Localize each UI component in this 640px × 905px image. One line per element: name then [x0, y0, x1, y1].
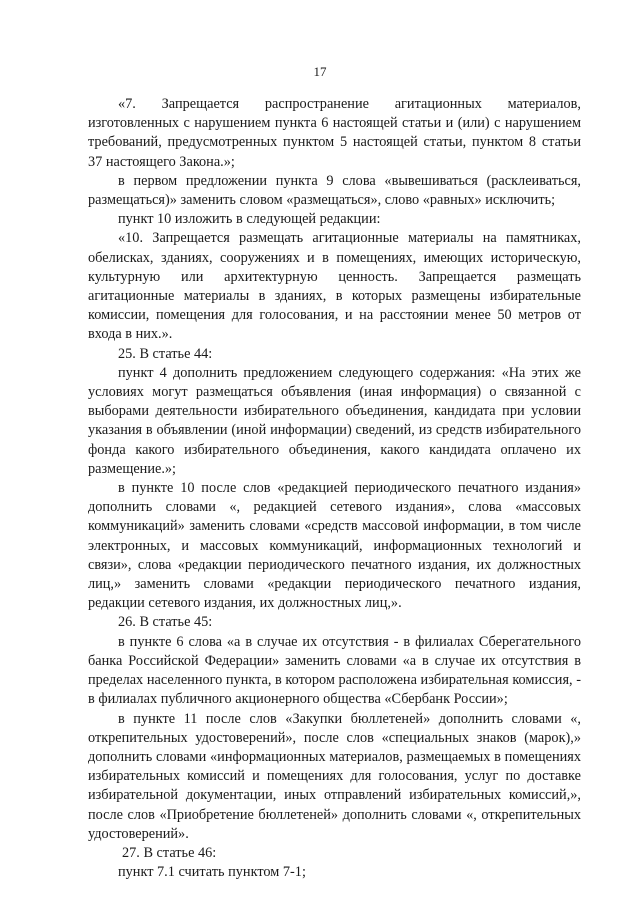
paragraph-article-46-clause-7-1: пункт 7.1 считать пунктом 7-1; — [118, 864, 306, 881]
document-body — [88, 95, 581, 882]
paragraph-article-44-clause-4: пункт 4 дополнить предложением следующего содержания: «На этих же условиях могут размещаться объявления (иная информация) о связанной с выборами деятельности избирательного объединения, кандидата при условии указания в объявлении (иной информации) сведений, из средств избирательного фонда какого избирательного объединения, какого кандидата оплачено их размещение.»; — [88, 364, 581, 477]
paragraph-article-45-clause-11: в пункте 11 после слов «Закупки бюллетеней» дополнить словами «, открепительных удостоверений», после слов «специальных знаков (марок),» дополнить словами «информационных материалов, размещаемых в помещениях избирательных комиссий и помещениях для голосования, услуг по доставке избирательной документации, иных отправлений избирательных комиссий,», после слов «Приобретение бюллетеней» дополнить словами «, открепительных удостоверений». — [88, 710, 581, 842]
paragraph-clause-10-text: «10. Запрещается размещать агитационные материалы на памятниках, обелисках, зданиях, сооружениях и в помещениях, имеющих историческую, культурную или архитектурную ценность. Запрещается размещать агитационные материалы в зданиях, в которых размещены избирательные комиссии, помещения для голосования, и на расстоянии менее 50 метров от входа в них.». — [88, 230, 581, 343]
paragraph-article-44-clause-10: в пункте 10 после слов «редакцией периодического печатного издания» дополнить словами «, редакцией сетевого издания», слова «массовых коммуникаций» заменить словами «средств массовой информации, в том числе электронных, и массовых коммуникаций, информационных технологий и связи», слова «редакции периодического печатного издания, их должностных лиц,» заменить словами «редакции периодического печатного издания, редакции сетевого издания, их должностных лиц,». — [88, 480, 581, 612]
paragraph-clause-7-text: «7. Запрещается распространение агитационных материалов, изготовленных с нарушением пункта 6 настоящей статьи и (или) с нарушением требований, предусмотренных пунктом 5 настоящей статьи, пунктом 8 статьи 37 настоящего Закона.»; — [88, 96, 581, 170]
page-number: 17 — [313, 64, 327, 79]
paragraph-article-45-clause-6: в пункте 6 слова «а в случае их отсутствия - в филиалах Сберегательного банка Российской Федерации» заменить словами «а в случае их отсутствия в пределах населенного пункта, в котором расположена избирательная комиссия, - в филиалах публичного акционерного общества «Сбербанк России»; — [88, 633, 581, 708]
section-heading-article-46: 27. В статье 46: — [122, 844, 217, 861]
paragraph-clause-9-amendment: в первом предложении пункта 9 слова «вывешиваться (расклеиваться, размещаться)» заменить словом «размещаться», слово «равных» исключить; — [88, 172, 581, 209]
section-heading-article-44: 25. В статье 44: — [118, 345, 213, 362]
paragraph-clause-10-intro: пункт 10 изложить в следующей редакции: — [118, 211, 381, 228]
section-heading-article-45: 26. В статье 45: — [118, 614, 213, 631]
